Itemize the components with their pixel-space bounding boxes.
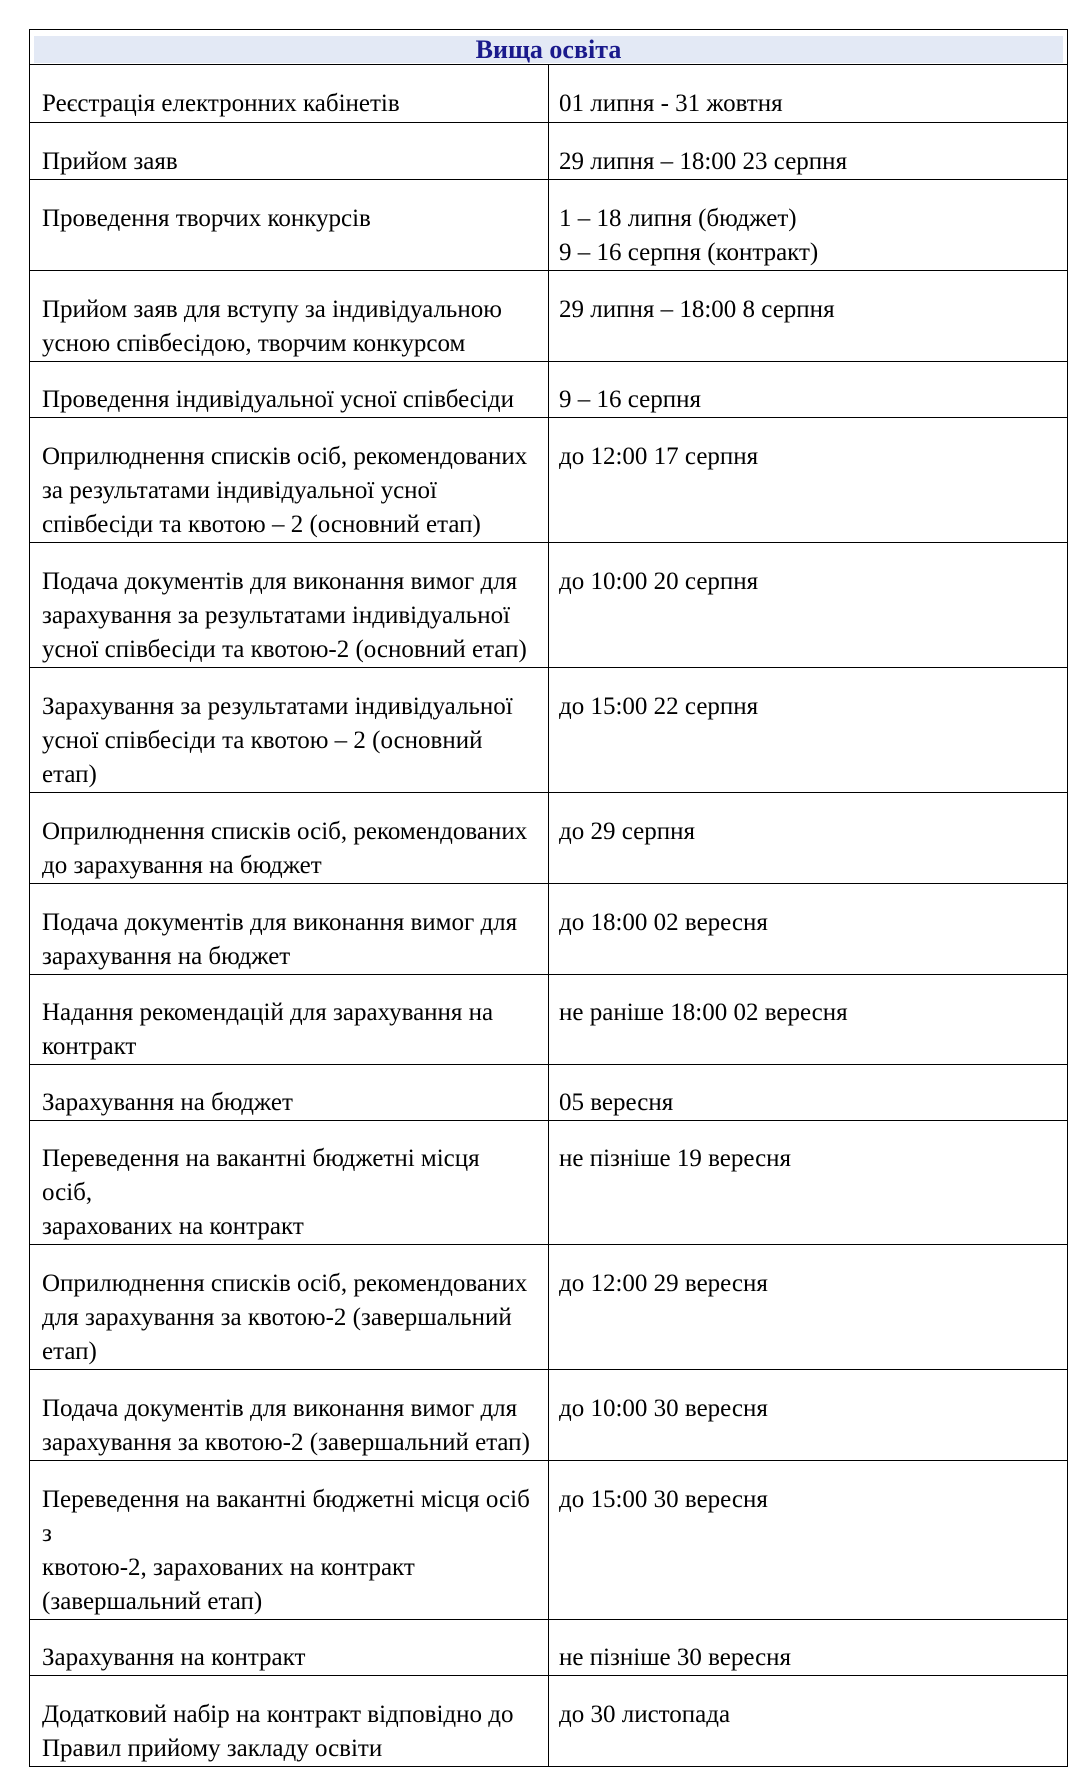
date-cell	[549, 271, 1068, 362]
date-cell	[549, 123, 1068, 180]
date-text: до 18:00 02 вересня	[559, 909, 768, 936]
event-cell	[30, 65, 549, 123]
table-row	[30, 1676, 1068, 1767]
date-cell	[549, 1461, 1068, 1620]
date-text: 29 липня – 18:00 8 серпня	[559, 296, 835, 323]
date-cell	[549, 543, 1068, 668]
table-header-cell	[30, 30, 1068, 65]
event-text: Оприлюднення списків осіб, рекомендованих до зарахування на бюджет	[42, 818, 528, 879]
date-cell	[549, 975, 1068, 1065]
date-cell	[549, 418, 1068, 543]
event-cell	[30, 793, 549, 884]
event-cell	[30, 362, 549, 418]
event-text: Подача документів для виконання вимог для зарахування на бюджет	[42, 909, 518, 970]
table-row	[30, 1370, 1068, 1461]
date-text: до 12:00 29 вересня	[559, 1270, 768, 1297]
table-row	[30, 65, 1068, 123]
date-text: 05 вересня	[559, 1089, 674, 1116]
event-cell	[30, 1370, 549, 1461]
date-text: до 15:00 30 вересня	[559, 1486, 768, 1513]
table-row	[30, 1121, 1068, 1245]
date-cell	[549, 65, 1068, 123]
date-cell	[549, 1676, 1068, 1767]
date-text: 1 – 18 липня (бюджет) 9 – 16 серпня (контракт)	[559, 205, 819, 266]
event-cell	[30, 1065, 549, 1121]
table-row	[30, 362, 1068, 418]
table-row	[30, 180, 1068, 271]
date-text: до 10:00 30 вересня	[559, 1395, 768, 1422]
event-text: Прийом заяв	[42, 148, 178, 175]
table-row	[30, 271, 1068, 362]
event-cell	[30, 418, 549, 543]
date-text: 01 липня - 31 жовтня	[559, 90, 783, 117]
event-cell	[30, 1245, 549, 1370]
event-text: Реєстрація електронних кабінетів	[42, 90, 400, 117]
event-text: Подача документів для виконання вимог для зарахування за квотою-2 (завершальний етап)	[42, 1395, 530, 1456]
date-text: 29 липня – 18:00 23 серпня	[559, 148, 848, 175]
date-text: до 15:00 22 серпня	[559, 693, 759, 720]
table-row	[30, 1461, 1068, 1620]
date-cell	[549, 180, 1068, 271]
date-cell	[549, 668, 1068, 793]
event-text: Оприлюднення списків осіб, рекомендованих для зарахування за квотою-2 (завершальний етап)	[42, 1270, 528, 1365]
event-cell	[30, 271, 549, 362]
table-row	[30, 668, 1068, 793]
table-row	[30, 1245, 1068, 1370]
event-cell	[30, 543, 549, 668]
date-cell	[549, 1245, 1068, 1370]
date-text: не раніше 18:00 02 вересня	[559, 999, 848, 1026]
date-text: не пізніше 19 вересня	[559, 1145, 792, 1172]
table-row	[30, 884, 1068, 975]
date-cell	[549, 884, 1068, 975]
date-text: до 12:00 17 серпня	[559, 443, 759, 470]
event-text: Зарахування на контракт	[42, 1644, 306, 1671]
event-text: Зарахування за результатами індивідуальної усної співбесіди та квотою – 2 (основний етап)	[42, 693, 513, 788]
event-cell	[30, 975, 549, 1065]
event-cell	[30, 1676, 549, 1767]
event-cell	[30, 1620, 549, 1676]
table-row	[30, 1065, 1068, 1121]
date-cell	[549, 362, 1068, 418]
table-title: Вища освіта	[34, 36, 1063, 63]
table-row	[30, 1620, 1068, 1676]
event-text: Прийом заяв для вступу за індивідуальною усною співбесідою, творчим конкурсом	[42, 296, 502, 357]
schedule-table	[29, 29, 1068, 1767]
event-text: Переведення на вакантні бюджетні місця осіб з квотою-2, зарахованих на контракт (завершальний етап)	[42, 1486, 530, 1615]
event-cell	[30, 668, 549, 793]
event-text: Проведення індивідуальної усної співбесіди	[42, 386, 514, 413]
table-row	[30, 793, 1068, 884]
event-text: Оприлюднення списків осіб, рекомендованих за результатами індивідуальної усної співбесіди та квотою – 2 (основний етап)	[42, 443, 528, 538]
date-text: не пізніше 30 вересня	[559, 1644, 792, 1671]
event-text: Зарахування на бюджет	[42, 1089, 293, 1116]
date-cell	[549, 1620, 1068, 1676]
event-cell	[30, 123, 549, 180]
date-cell	[549, 1370, 1068, 1461]
event-text: Додатковий набір на контракт відповідно до Правил прийому закладу освіти	[42, 1701, 514, 1762]
event-cell	[30, 884, 549, 975]
table-header-row	[30, 30, 1068, 65]
event-cell	[30, 1121, 549, 1245]
event-cell	[30, 180, 549, 271]
table-row	[30, 123, 1068, 180]
event-text: Переведення на вакантні бюджетні місця осіб, зарахованих на контракт	[42, 1145, 480, 1240]
date-text: до 10:00 20 серпня	[559, 568, 759, 595]
date-cell	[549, 1121, 1068, 1245]
date-text: 9 – 16 серпня	[559, 386, 702, 413]
table-row	[30, 418, 1068, 543]
event-text: Проведення творчих конкурсів	[42, 205, 371, 232]
event-text: Надання рекомендацій для зарахування на контракт	[42, 999, 494, 1060]
date-text: до 29 серпня	[559, 818, 695, 845]
date-text: до 30 листопада	[559, 1701, 731, 1728]
date-cell	[549, 1065, 1068, 1121]
event-cell	[30, 1461, 549, 1620]
date-cell	[549, 793, 1068, 884]
table-row	[30, 975, 1068, 1065]
event-text: Подача документів для виконання вимог для зарахування за результатами індивідуальної усної співбесіди та квотою-2 (основний етап)	[42, 568, 527, 663]
table-row	[30, 543, 1068, 668]
